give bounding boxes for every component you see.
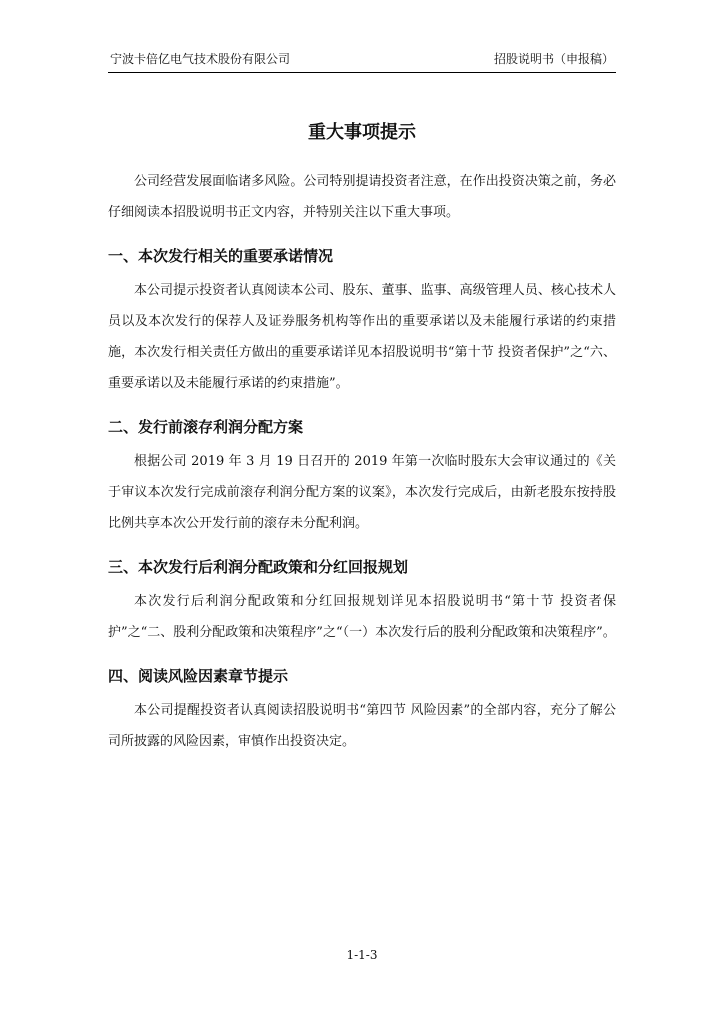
section-heading: 二、发行前滚存利润分配方案 xyxy=(108,418,304,436)
section-1 xyxy=(108,246,616,399)
section-4 xyxy=(108,666,616,757)
page-header xyxy=(108,52,616,73)
header-company-name: 宁波卡倍亿电气技术股份有限公司 xyxy=(110,52,291,66)
section-body: 根据公司 2019 年 3 月 19 日召开的 2019 年第一次临时股东大会审议通过的《关于审议本次发行完成前滚存利润分配方案的议案》，本次发行完成后，由新老股东按持股比例共享本次公开发行前的滚存未分配利润。 xyxy=(108,454,616,531)
section-3 xyxy=(108,557,616,648)
section-body: 本次发行后利润分配政策和分红回报规划详见本招股说明书“第十节 投资者保护”之“二、股利分配政策和决策程序”之“（一）本次发行后的股利分配政策和决策程序”。 xyxy=(108,594,616,640)
section-heading: 一、本次发行相关的重要承诺情况 xyxy=(108,247,334,265)
section-heading: 四、阅读风险因素章节提示 xyxy=(108,667,289,685)
section-body: 本公司提醒投资者认真阅读招股说明书“第四节 风险因素”的全部内容，充分了解公司所披露的风险因素，审慎作出投资决定。 xyxy=(108,703,616,749)
section-body: 本公司提示投资者认真阅读本公司、股东、董事、监事、高级管理人员、核心技术人员以及本次发行的保荐人及证券服务机构等作出的重要承诺以及未能履行承诺的约束措施，本次发行相关责任方做出的重要承诺详见本招股说明书“第十节 投资者保护”之“六、重要承诺以及未能履行承诺的约束措施”。 xyxy=(108,283,616,391)
page-title: 重大事项提示 xyxy=(308,122,416,143)
section-2 xyxy=(108,417,616,539)
header-document-type: 招股说明书（申报稿） xyxy=(493,52,614,66)
main-content xyxy=(108,118,616,757)
section-heading: 三、本次发行后利润分配政策和分红回报规划 xyxy=(108,558,409,576)
page-number: 1-1-3 xyxy=(346,948,378,962)
intro-paragraph: 公司经营发展面临诸多风险。公司特别提请投资者注意，在作出投资决策之前，务必仔细阅读本招股说明书正文内容，并特别关注以下重大事项。 xyxy=(108,174,616,220)
